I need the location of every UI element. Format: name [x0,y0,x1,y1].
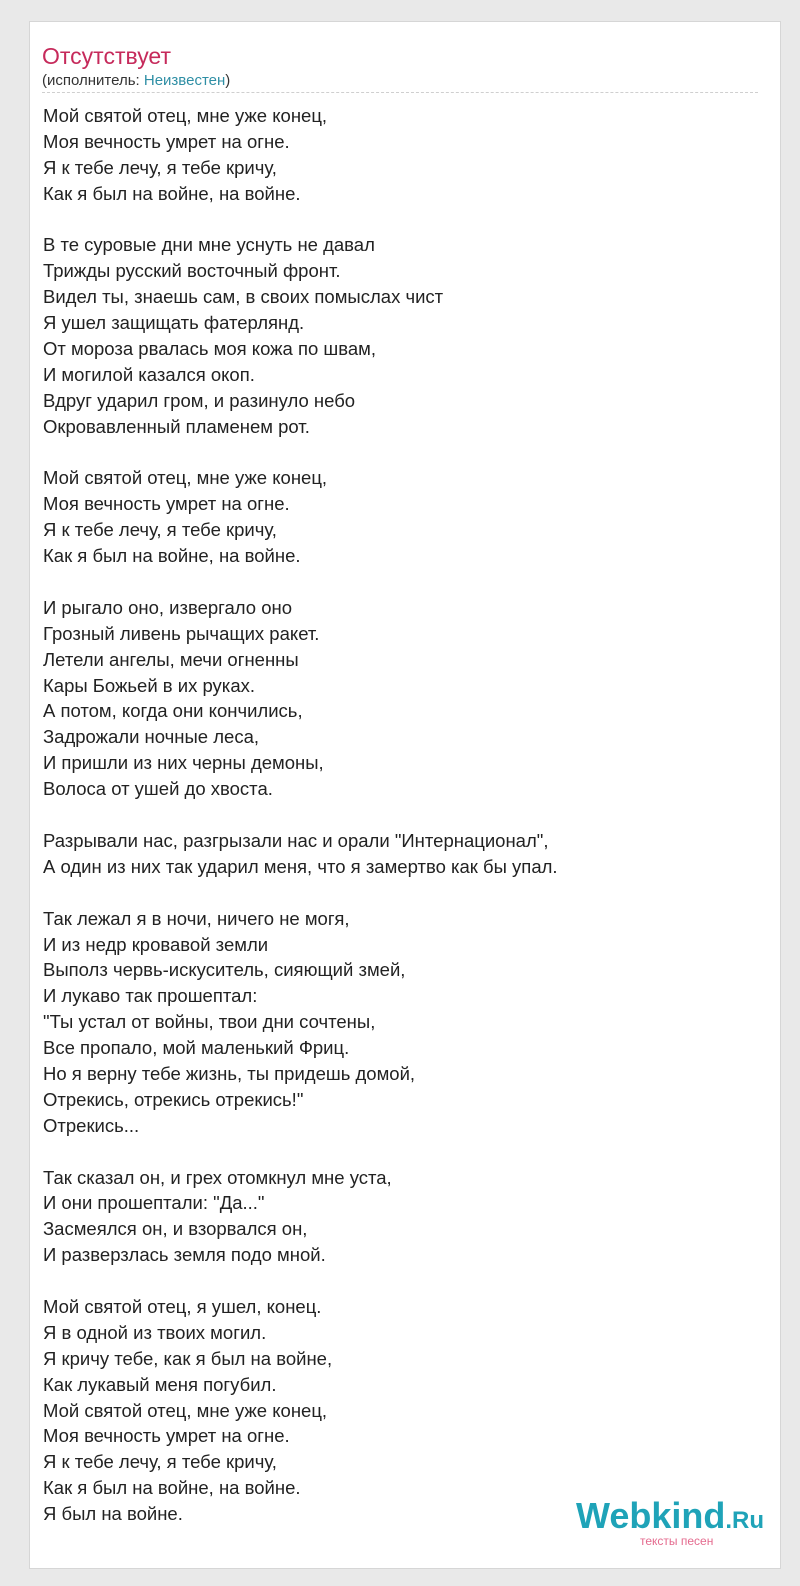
webkind-logo[interactable] [576,1496,776,1556]
lyrics-line: Задрожали ночные леса, [43,726,260,748]
lyrics-line: Мой святой отец, мне уже конец, [43,1399,328,1421]
lyrics-line: Как я был на войне, на войне. [43,545,301,567]
lyrics-line: А потом, когда они кончились, [43,700,303,722]
lyrics-line: Так сказал он, и грех отомкнул мне уста, [43,1166,392,1188]
lyrics-line: В те суровые дни мне уснуть не давал [43,234,375,256]
lyrics-blank-line [43,802,763,828]
lyrics-block [43,103,763,1527]
lyrics-line: И они прошептали: "Да..." [43,1192,265,1214]
artist-suffix: ) [225,72,231,89]
lyrics-line: Окровавленный пламенем рот. [43,415,310,437]
lyrics-line: Все пропало, мой маленький Фриц. [43,1037,350,1059]
lyrics-line: Разрывали нас, разгрызали нас и орали "Интернационал", [43,829,549,851]
logo-tld-text: .Ru [725,1507,765,1534]
lyrics-blank-line [43,1139,763,1165]
lyrics-line: И могилой казался окоп. [43,363,255,385]
lyrics-line: Мой святой отец, мне уже конец, [43,105,328,126]
lyrics-line: Засмеялся он, и взорвался он, [43,1218,308,1240]
lyrics-line: Отрекись, отрекись отрекись!" [43,1088,304,1110]
logo-tagline: тексты песен [640,1534,714,1548]
lyrics-line: Так лежал я в ночи, ничего не могя, [43,907,350,929]
lyrics-line: Моя вечность умрет на огне. [43,130,290,152]
lyrics-line: И из недр кровавой земли [43,933,269,955]
lyrics-line: Грозный ливень рычащих ракет. [43,622,320,644]
lyrics-blank-line [43,1268,763,1294]
lyrics-line: От мороза рвалась моя кожа по швам, [43,338,377,360]
lyrics-line: И рыгало оно, извергало оно [43,596,293,618]
lyrics-line: Видел ты, знаешь сам, в своих помыслах чист [43,286,444,308]
lyrics-line: Волоса от ушей до хвоста. [43,778,273,800]
lyrics-blank-line [43,440,763,466]
lyrics-line: Я к тебе лечу, я тебе кричу, [43,156,277,178]
lyrics-line: Как я был на войне, на войне. [43,182,301,204]
lyrics-line: Отрекись... [43,1114,140,1136]
artist-prefix: (исполнитель: [42,72,144,89]
lyrics-line: Как лукавый меня погубил. [43,1373,277,1395]
lyrics-line: Моя вечность умрет на огне. [43,493,290,515]
lyrics-line: Летели ангелы, мечи огненны [43,648,299,670]
lyrics-line: Я ушел защищать фатерлянд. [43,312,305,334]
lyrics-line: Я к тебе лечу, я тебе кричу, [43,519,277,541]
logo-main-text: Webkind [576,1495,726,1536]
lyrics-line: Выполз червь-искуситель, сияющий змей, [43,959,406,981]
artist-link[interactable]: Неизвестен [143,72,226,89]
lyrics-blank-line [43,207,763,233]
artist-line [42,72,230,90]
lyrics-line: А один из них так ударил меня, что я замертво как бы упал. [43,855,558,877]
lyrics-line: Как я был на войне, на войне. [43,1477,301,1499]
lyrics-line: Моя вечность умрет на огне. [43,1425,290,1447]
lyrics-line: Но я верну тебе жизнь, ты придешь домой, [43,1062,416,1084]
lyrics-line: Трижды русский восточный фронт. [43,260,341,282]
lyrics-line: Мой святой отец, я ушел, конец. [43,1295,322,1317]
lyrics-line: Кары Божьей в их руках. [43,674,255,696]
lyrics-line: И пришли из них черны демоны, [43,752,324,774]
title-divider [42,92,758,93]
lyrics-line: Вдруг ударил гром, и разинуло небо [43,389,356,411]
lyrics-line: Мой святой отец, мне уже конец, [43,467,328,489]
lyrics-line: И лукаво так прошептал: [43,985,258,1007]
lyrics-line: "Ты устал от войны, твои дни сочтены, [43,1011,376,1033]
lyrics-line: Я к тебе лечу, я тебе кричу, [43,1451,277,1473]
lyrics-blank-line [43,880,763,906]
lyrics-blank-line [43,569,763,595]
lyrics-line: Я кричу тебе, как я был на войне, [43,1347,333,1369]
lyrics-line: Я был на войне. [43,1503,183,1525]
lyrics-line: Я в одной из твоих могил. [43,1321,267,1343]
lyrics-line: И разверзлась земля подо мной. [43,1244,326,1266]
song-title: Отсутствует [42,43,171,69]
